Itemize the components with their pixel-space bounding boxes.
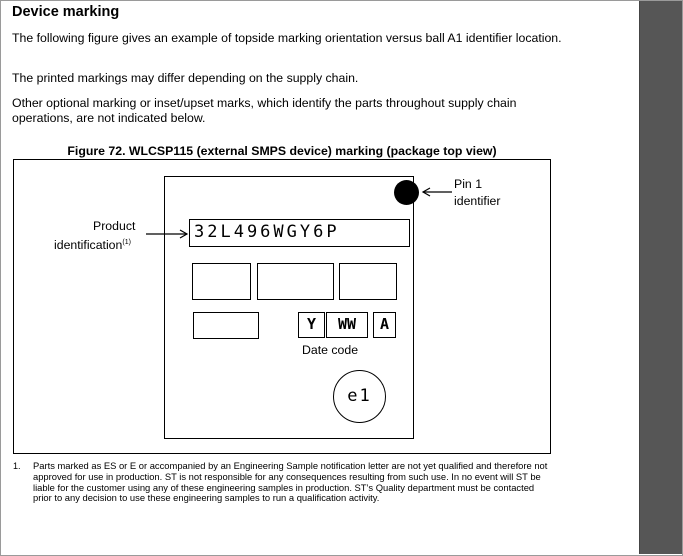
paragraph-supply-chain: The printed markings may differ depending on the supply chain.	[12, 71, 359, 85]
paragraph-intro: The following figure gives an example of topside marking orientation versus ball A1 identifier location.	[12, 31, 562, 45]
product-label-footnote-ref: (1)	[122, 239, 131, 246]
pin1-label-line1: Pin 1	[454, 177, 483, 191]
blank-box-3	[339, 263, 397, 300]
pin1-label-line2: identifier	[454, 194, 501, 208]
paragraph-optional-marking: Other optional marking or inset/upset marks, which identify the parts throughout supply chain operations, are not indicated below.	[12, 96, 517, 125]
date-box-week: WW	[326, 312, 368, 338]
product-label-line1: Product	[93, 219, 136, 233]
footnote-number: 1.	[13, 461, 21, 471]
marking-box: 32L496WGY6P	[189, 219, 410, 247]
product-label-line2	[54, 235, 131, 253]
blank-box-4	[193, 312, 259, 339]
blank-box-1	[192, 263, 251, 300]
date-box-year: Y	[298, 312, 325, 338]
ecopack-mark: e1	[333, 370, 386, 423]
date-code-label: Date code	[302, 343, 359, 357]
scrollbar[interactable]	[640, 1, 682, 554]
date-box-assembly: A	[373, 312, 396, 338]
blank-box-2	[257, 263, 334, 300]
figure-title: Figure 72. WLCSP115 (external SMPS device) marking (package top view)	[67, 144, 497, 158]
footnote-text: Parts marked as ES or E or accompanied by an Engineering Sample notification letter are not yet qualified and therefore not approved for use in production. ST is not responsible for any consequences resulting from such use. In no event will ST be liable for the customer using any of these engineering samples in production. ST’s Quality department must be contacted prior to any decision to use these engineering samples to run a qualification activity.	[33, 460, 548, 504]
product-label-text: identification	[54, 238, 123, 253]
section-heading: Device marking	[12, 4, 120, 20]
